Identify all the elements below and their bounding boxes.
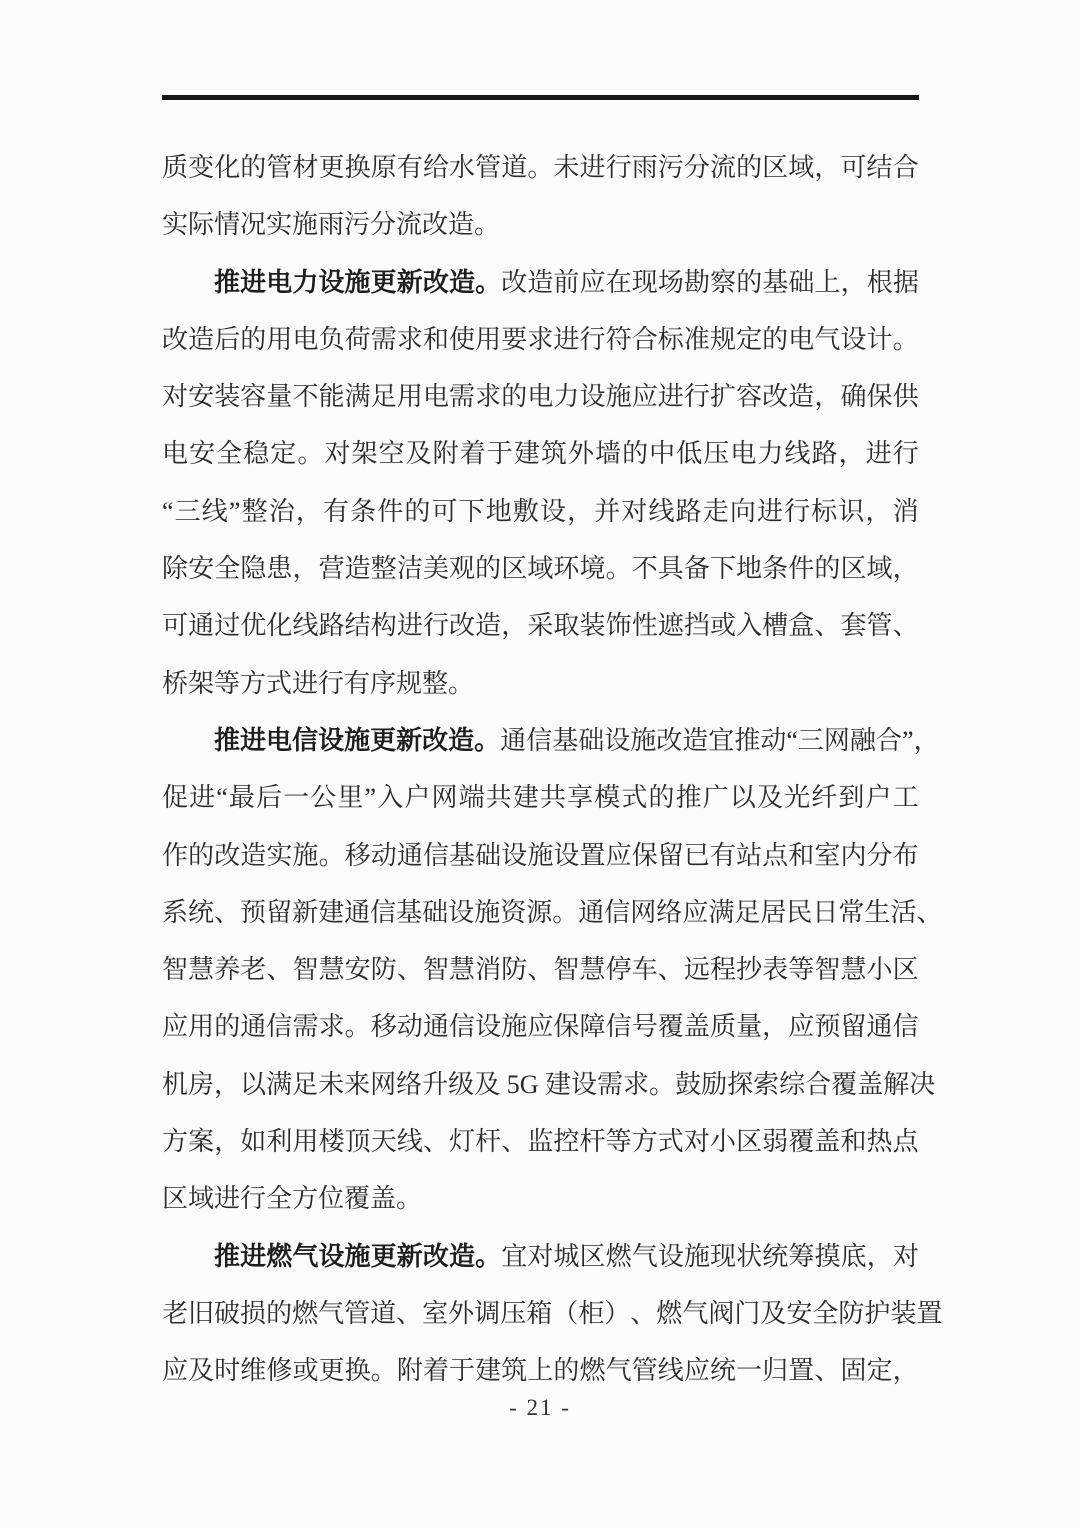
text-line: 除 安 全 隐 患 ， 营 造 整 洁 美 观 的 区 域 环 境 。 不 具 备 下 地 条 件 的 区 域 ，: [162, 554, 919, 584]
document-body: [162, 139, 943, 1400]
paragraph-heading-line: 推 进 燃 气 设 施 更 新 改 造 。 宜 对 城 区 燃 气 设 施 现 状 统 筹 摸 底 ， 对: [214, 1241, 919, 1271]
text-line: 应 用 的 通 信 需 求 。 移 动 通 信 设 施 应 保 障 信 号 覆 盖 质 量 ， 应 预 留 通 信: [162, 1012, 919, 1042]
text-line: 方 案 ， 如 利 用 楼 顶 天 线 、 灯 杆 、 监 控 杆 等 方 式 对 小 区 弱 覆 盖 和 热 点: [162, 1127, 919, 1157]
text-line: 作 的 改 造 实 施 。 移 动 通 信 基 础 设 施 设 置 应 保 留 已 有 站 点 和 室 内 分 布: [162, 840, 919, 870]
text-line: 质 变 化 的 管 材 更 换 原 有 给 水 管 道 。 未 进 行 雨 污 分 流 的 区 域 ， 可 结 合: [162, 153, 919, 182]
text-line: 系 统 、 预 留 新 建 通 信 基 础 设 施 资 源 。 通 信 网 络 应 满 足 居 民 日 常 生 活 、: [162, 897, 943, 927]
text-line: 促 进 “ 最 后 一 公 里 ” 入 户 网 端 共 建 共 享 模 式 的 推 广 以 及 光 纤 到 户 工: [162, 783, 919, 813]
text-line: 可 通 过 优 化 线 路 结 构 进 行 改 造 ， 采 取 装 饰 性 遮 挡 或 入 槽 盒 、 套 管 、: [162, 611, 919, 641]
header-rule: [162, 95, 919, 100]
text-line: 实际情况实施雨污分流改造。: [162, 210, 501, 240]
text-line: 电 安 全 稳 定 。 对 架 空 及 附 着 于 建 筑 外 墙 的 中 低 压 电 力 线 路 ， 进 行: [162, 439, 919, 469]
text-line: 机 房 ， 以 满 足 未 来 网 络 升 级 及 5 G 建 设 需 求 。 鼓 励 探 索 综 合 覆 盖 解 决: [162, 1069, 936, 1099]
text-line: 区域进行全方位覆盖。: [162, 1184, 423, 1214]
paragraph-heading-line: 推 进 电 信 设 施 更 新 改 造 。 通 信 基 础 设 施 改 造 宜 推 动 “ 三 网 融 合 ” ，: [214, 725, 940, 755]
text-line: 应 及 时 维 修 或 更 换 。 附 着 于 建 筑 上 的 燃 气 管 线 应 统 一 归 置 、 固 定 ，: [162, 1356, 919, 1386]
text-line: 桥架等方式进行有序规整。: [162, 668, 475, 698]
text-line: 老 旧 破 损 的 燃 气 管 道 、 室 外 调 压 箱 （ 柜 ） 、 燃 气 阀 门 及 安 全 防 护 装 置: [162, 1298, 943, 1328]
text-line: 智 慧 养 老 、 智 慧 安 防 、 智 慧 消 防 、 智 慧 停 车 、 远 程 抄 表 等 智 慧 小 区: [162, 955, 919, 985]
text-line: 对 安 装 容 量 不 能 满 足 用 电 需 求 的 电 力 设 施 应 进 行 扩 容 改 造 ， 确 保 供: [162, 382, 919, 412]
page-number: - 21 -: [509, 1395, 571, 1420]
paragraph-heading-line: 推 进 电 力 设 施 更 新 改 造 。 改 造 前 应 在 现 场 勘 察 的 基 础 上 ， 根 据: [214, 267, 919, 297]
text-line: 改 造 后 的 用 电 负 荷 需 求 和 使 用 要 求 进 行 符 合 标 准 规 定 的 电 气 设 计 。: [162, 324, 919, 354]
text-line: “ 三 线 ” 整 治 ， 有 条 件 的 可 下 地 敷 设 ， 并 对 线 路 走 向 进 行 标 识 ， 消: [162, 496, 919, 526]
